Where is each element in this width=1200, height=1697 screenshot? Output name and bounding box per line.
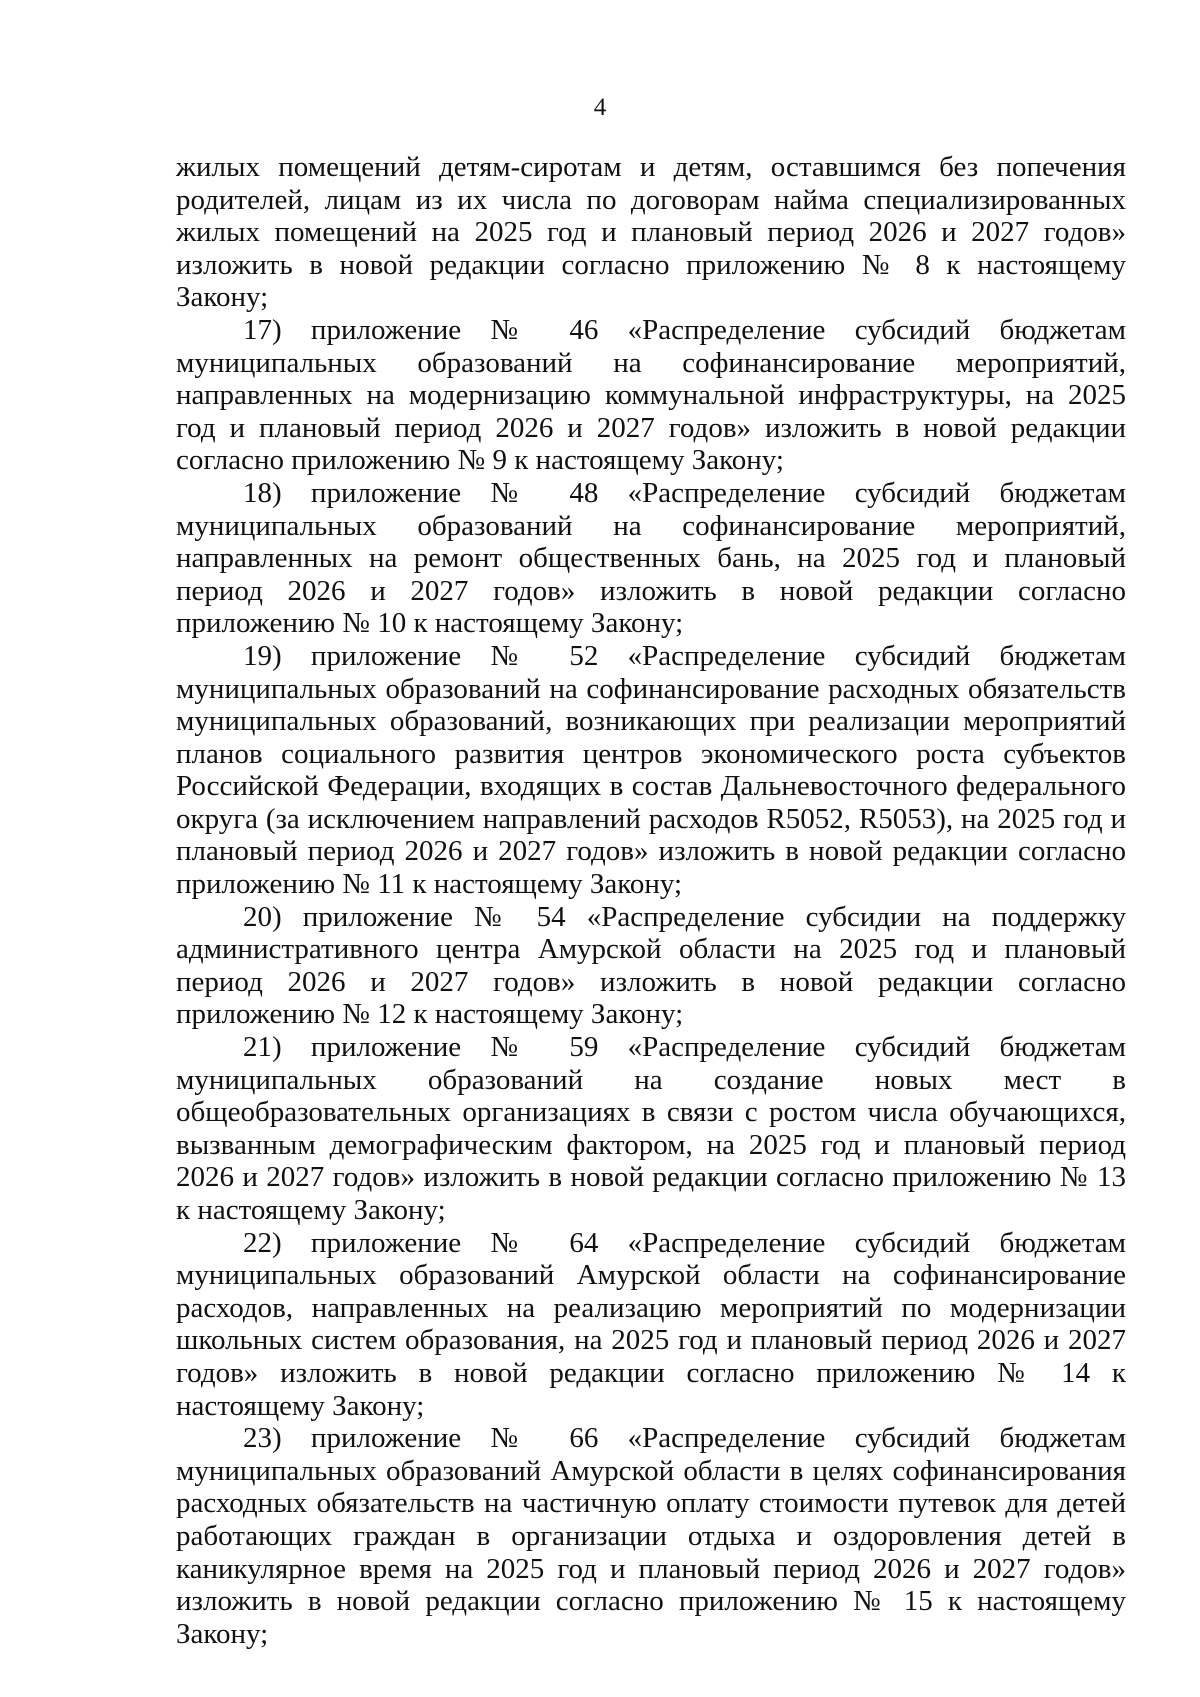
paragraph-item-23: 23) приложение № 66 «Распределение субсидий бюджетам муниципальных образований Амурской области в целях софинансирования расходных обязательств на частичную оплату стоимости путевок для детей работающих граждан в организации отдыха и оздоровления детей в каникулярное время на 2025 год и плановый период 2026 и 2027 годов» изложить в новой редакции согласно приложению № 15 к настоящему Закону; [176, 1422, 1126, 1650]
paragraph-item-17: 17) приложение № 46 «Распределение субсидий бюджетам муниципальных образований на софинансирование мероприятий, направленных на модернизацию коммунальной инфраструктуры, на 2025 год и плановый период 2026 и 2027 годов» изложить в новой редакции согласно приложению № 9 к настоящему Закону; [176, 313, 1126, 477]
document-body [176, 151, 1126, 1650]
paragraph-item-21: 21) приложение № 59 «Распределение субсидий бюджетам муниципальных образований на создание новых мест в общеобразовательных организациях в связи с ростом числа обучающихся, вызванным демографическим фактором, на 2025 год и плановый период 2026 и 2027 годов» изложить в новой редакции согласно приложению № 13 к настоящему Закону; [176, 1031, 1126, 1226]
paragraph-continuation: жилых помещений детям-сиротам и детям, оставшимся без попечения родителей, лицам из их числа по договорам найма специализированных жилых помещений на 2025 год и плановый период 2026 и 2027 годов» изложить в новой редакции согласно приложению № 8 к настоящему Закону; [176, 151, 1126, 314]
paragraph-item-19: 19) приложение № 52 «Распределение субсидий бюджетам муниципальных образований на софинансирование расходных обязательств муниципальных образований, возникающих при реализации мероприятий планов социального развития центров экономического роста субъектов Российской Федерации, входящих в состав Дальневосточного федерального округа (за исключением направлений расходов R5052, R5053), на 2025 год и плановый период 2026 и 2027 годов» изложить в новой редакции согласно приложению № 11 к настоящему Закону; [176, 639, 1126, 901]
page-number: 4 [593, 94, 607, 121]
paragraph-item-22: 22) приложение № 64 «Распределение субсидий бюджетам муниципальных образований Амурской области на софинансирование расходов, направленных на реализацию мероприятий по модернизации школьных систем образования, на 2025 год и плановый период 2026 и 2027 годов» изложить в новой редакции согласно приложению № 14 к настоящему Закону; [176, 1226, 1126, 1422]
paragraph-item-20: 20) приложение № 54 «Распределение субсидии на поддержку административного центра Амурской области на 2025 год и плановый период 2026 и 2027 годов» изложить в новой редакции согласно приложению № 12 к настоящему Закону; [176, 900, 1126, 1031]
paragraph-item-18: 18) приложение № 48 «Распределение субсидий бюджетам муниципальных образований на софинансирование мероприятий, направленных на ремонт общественных бань, на 2025 год и плановый период 2026 и 2027 годов» изложить в новой редакции согласно приложению № 10 к настоящему Закону; [176, 476, 1126, 640]
